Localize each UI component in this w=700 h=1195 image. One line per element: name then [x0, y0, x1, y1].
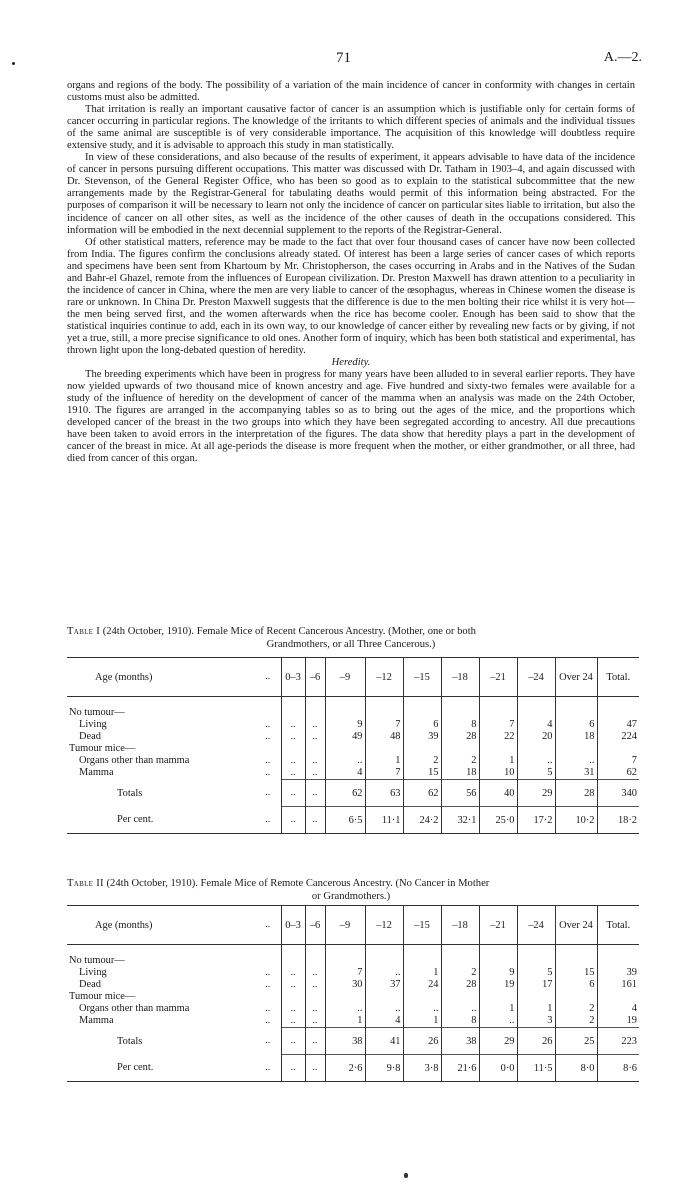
row-label: Mamma	[79, 767, 114, 779]
row-label: Living	[79, 719, 107, 730]
cell: 28	[555, 780, 597, 807]
cell: 24·2	[403, 807, 441, 834]
cell: 161	[597, 979, 639, 991]
table-title-line2: Grandmothers, or all Three Cancerous.)	[266, 638, 436, 650]
cell: 4	[325, 767, 365, 780]
col-header: –24	[517, 906, 555, 945]
cell: ..	[305, 780, 325, 807]
cell: 7	[365, 767, 403, 780]
cell: ..	[517, 755, 555, 767]
cell: ..	[305, 1028, 325, 1055]
col-header: –15	[403, 906, 441, 945]
cell: 47	[597, 719, 639, 731]
table-row	[67, 743, 639, 755]
cell: 22	[479, 731, 517, 743]
cell: ..	[281, 967, 305, 979]
row-label: Mamma	[79, 1015, 114, 1027]
cell: ..	[305, 1015, 325, 1028]
cell: ..	[281, 1003, 305, 1015]
footer-mark	[404, 1173, 408, 1178]
cell: ..	[281, 719, 305, 731]
body-text	[67, 80, 635, 466]
col-header: Over 24	[555, 906, 597, 945]
cell: 62	[325, 780, 365, 807]
cell: 2	[441, 967, 479, 979]
cell: ..	[305, 967, 325, 979]
col-header: –12	[365, 658, 403, 697]
percent-row: Per cent. .. .. .. 2·6 9·8 3·8 21·6 0·0 11·5 8·0 8·6	[67, 1055, 639, 1082]
cell: 4	[517, 719, 555, 731]
cell: 28	[441, 979, 479, 991]
cell: ..	[281, 979, 305, 991]
paragraph: The breeding experiments which have been in progress for many years have been alluded to in several earlier reports. They have now yielded upwards of two thousand mice of known ancestry and age. Five hundred and sixty-two females were available for a study of the influence of heredity on the development of cancer of the mamma when an analysis was made on the 24th October, 1910. The figures are arranged in the accompanying tables so as to bring out the ages of the mice, and the proportions which developed cancer of the breast in the two groups into which they have been segregated according to ancestry. All due precautions have been taken to avoid errors in the interpretation of the figures. The data show that heredity plays a part in the development of cancer of the breast in mice. At all age-periods the disease is more frequent when the mother, or either grandmother, or all three, had died from cancer of this organ.	[67, 369, 635, 465]
cell: 15	[555, 967, 597, 979]
cell: 17	[517, 979, 555, 991]
cell: 18·2	[597, 807, 639, 834]
row-label: Per cent.	[67, 1055, 255, 1082]
cell: ..	[281, 755, 305, 767]
col-header: –21	[479, 658, 517, 697]
col-header: –18	[441, 658, 479, 697]
table-row	[67, 955, 639, 967]
cell: 6	[555, 979, 597, 991]
cell: 9·8	[365, 1055, 403, 1082]
cell: 223	[597, 1028, 639, 1055]
cell: 6	[555, 719, 597, 731]
cell: 2	[441, 755, 479, 767]
cell: 7	[365, 719, 403, 731]
col-header: 0–3	[281, 906, 305, 945]
table-row: Living .. .. .. 7 .. 1 2 9 5 15 39	[67, 967, 639, 979]
cell: 4	[365, 1015, 403, 1028]
table-caption	[67, 878, 635, 903]
cell: 2	[555, 1003, 597, 1015]
row-label: No tumour—	[69, 707, 125, 718]
table-row: Living .. .. .. 9 7 6 8 7 4 6 47	[67, 719, 639, 731]
cell: 24	[403, 979, 441, 991]
section-heading: Heredity.	[331, 357, 371, 369]
cell: 7	[325, 967, 365, 979]
cell: ..	[365, 967, 403, 979]
cell: 8·6	[597, 1055, 639, 1082]
cell: 19	[479, 979, 517, 991]
paragraph: Of other statistical matters, reference may be made to the fact that over four thousand cases of cancer have now been collected from India. The figures confirm the conclusions already stated. Of interest has been a large series of cancer cases of which reports and specimens have been sent from Khartoum by Mr. Christopherson, the cases occurring in Arabs and in the Natives of the Sudan and Bahr-el Ghazel, remote from the influences of European civilization. Dr. Preston Maxwell has drawn attention to a peculiarity in the incidence of cancer in China, where the men are very liable to cancer of the œsophagus, whereas in Chinese women the disease is rare or unknown. In China Dr. Preston Maxwell suggests that the difference is due to the men bolting their rice whilst it is very hot—the men being served first, and the women afterwards when the rice has become cooler. Enough has been said to show that the statistical inquiries continue to add, each in its own way, to our knowledge of cancer either by revealing new facts or by giving, if not yet a true, still, a more precise significance to old ones. Another form of inquiry, which has been both statistical and experimental, has thrown light upon the long-debated question of heredity.	[67, 236, 635, 357]
cell: 1	[479, 1003, 517, 1015]
table-row: Dead .. .. .. 49 48 39 28 22 20 18 224	[67, 731, 639, 743]
cell: 38	[325, 1028, 365, 1055]
col-header: –9	[325, 906, 365, 945]
cell: 29	[517, 780, 555, 807]
col-header: –6	[305, 658, 325, 697]
cell: 20	[517, 731, 555, 743]
col-header: –9	[325, 658, 365, 697]
cell: ..	[403, 1003, 441, 1015]
cell: 18	[441, 767, 479, 780]
cell: 31	[555, 767, 597, 780]
cell: 39	[597, 967, 639, 979]
totals-row: Totals .. .. .. 62 63 62 56 40 29 28 340	[67, 780, 639, 807]
row-label: Tumour mice—	[69, 991, 136, 1002]
leader: ..	[255, 906, 281, 945]
totals-row: Totals .. .. .. 38 41 26 38 29 26 25 223	[67, 1028, 639, 1055]
cell: 29	[479, 1028, 517, 1055]
cell: ..	[305, 731, 325, 743]
table-caption	[67, 626, 635, 651]
cell: ..	[305, 807, 325, 834]
table-number: Table I	[67, 626, 101, 637]
cell: 62	[597, 767, 639, 780]
cell: 49	[325, 731, 365, 743]
table-number: Table II	[67, 878, 104, 889]
col-header: –15	[403, 658, 441, 697]
cell: ..	[555, 755, 597, 767]
cell: 26	[403, 1028, 441, 1055]
percent-row: Per cent. .. .. .. 6·5 11·1 24·2 32·1 25·0 17·2 10·2 18·2	[67, 807, 639, 834]
cell: 37	[365, 979, 403, 991]
cell: 8·0	[555, 1055, 597, 1082]
cell: ..	[281, 1015, 305, 1028]
header-row	[67, 906, 639, 945]
cell: 25	[555, 1028, 597, 1055]
cell: 1	[365, 755, 403, 767]
cell: ..	[305, 1055, 325, 1082]
col-header: –6	[305, 906, 325, 945]
col-header: –24	[517, 658, 555, 697]
cell: 63	[365, 780, 403, 807]
age-label: Age (months)	[67, 906, 255, 945]
cell: 30	[325, 979, 365, 991]
cell: ..	[365, 1003, 403, 1015]
row-label: Living	[79, 967, 107, 978]
cell: 41	[365, 1028, 403, 1055]
cell: 6	[403, 719, 441, 731]
row-label: No tumour—	[69, 955, 125, 966]
col-header: Over 24	[555, 658, 597, 697]
cell: 340	[597, 780, 639, 807]
col-header: –21	[479, 906, 517, 945]
table-row: Mamma .. .. .. 1 4 1 8 .. 3 2 19	[67, 1015, 639, 1028]
cell: 9	[479, 967, 517, 979]
col-header: 0–3	[281, 658, 305, 697]
cell: ..	[441, 1003, 479, 1015]
cell: 11·5	[517, 1055, 555, 1082]
cell: 4	[597, 1003, 639, 1015]
col-header: –18	[441, 906, 479, 945]
row-label: Tumour mice—	[69, 743, 136, 754]
cell: 48	[365, 731, 403, 743]
page-header	[0, 50, 700, 70]
cell: 18	[555, 731, 597, 743]
cell: 17·2	[517, 807, 555, 834]
row-label: Organs other than mamma	[79, 1003, 190, 1014]
cell: 19	[597, 1015, 639, 1028]
cell: 62	[403, 780, 441, 807]
table-row	[67, 707, 639, 719]
col-header: –12	[365, 906, 403, 945]
table-title-line2: or Grandmothers.)	[311, 890, 391, 902]
cell: 11·1	[365, 807, 403, 834]
cell: ..	[305, 979, 325, 991]
table-title: (24th October, 1910). Female Mice of Remote Cancerous Ancestry. (No Cancer in Mother	[106, 878, 490, 889]
data-table	[67, 657, 639, 834]
cell: 8	[441, 719, 479, 731]
cell: 1	[403, 1015, 441, 1028]
cell: 6·5	[325, 807, 365, 834]
header-row	[67, 658, 639, 697]
cell: 5	[517, 967, 555, 979]
cell: ..	[305, 1003, 325, 1015]
cell: ..	[281, 807, 305, 834]
cell: 56	[441, 780, 479, 807]
age-label: Age (months)	[67, 658, 255, 697]
cell: ..	[281, 731, 305, 743]
cell: 9	[325, 719, 365, 731]
col-header: Total.	[597, 658, 639, 697]
table-row	[67, 991, 639, 1003]
cell: 40	[479, 780, 517, 807]
paragraph: That irritation is really an important causative factor of cancer is an assumption which is justifiable only for certain forms of cancer occurring in particular regions. The knowledge of the irritants to which different species of animals and the individual tissues of the same animal are susceptible is of very considerable importance. The acquisition of this knowledge will doubtless require extensive study, and it is advisable to approach this study in man statistically.	[67, 104, 635, 152]
cell: ..	[281, 1055, 305, 1082]
cell: 1	[479, 755, 517, 767]
cell: 21·6	[441, 1055, 479, 1082]
cell: 10	[479, 767, 517, 780]
cell: ..	[305, 767, 325, 780]
table-title: (24th October, 1910). Female Mice of Recent Cancerous Ancestry. (Mother, one or both	[102, 626, 476, 637]
table-row: Organs other than mamma .. .. .. .. 1 2 2 1 .. .. 7	[67, 755, 639, 767]
paragraph: In view of these considerations, and also because of the results of experiment, it appears advisable to have data of the incidence of cancer in persons pursuing different occupations. This matter was discussed with Dr. Tatham in 1903–4, and again discussed with Dr. Stevenson, of the General Register Office, who has been so good as to explain to the statistical subcommittee that the new arrangements made by the Registrar-General for tabulating deaths would permit of this information being abstracted. For the purposes of comparison it will be necessary to learn not only the incidence of cancer on particular sites liable to irritation, but also the incidence of cancer on all other sites, as well as the incidence of the other causes of death in the occupations considered. This information will be embodied in the next decennial supplement to the reports of the Registrar-General.	[67, 152, 635, 236]
cell: 26	[517, 1028, 555, 1055]
margin-mark	[12, 62, 15, 65]
cell: ..	[325, 1003, 365, 1015]
row-label: Totals	[117, 787, 143, 799]
col-header: Total.	[597, 906, 639, 945]
leader: ..	[255, 658, 281, 697]
row-label: Dead	[79, 979, 101, 990]
cell: 8	[441, 1015, 479, 1028]
document-reference: A.—2.	[603, 50, 642, 65]
cell: 2	[555, 1015, 597, 1028]
cell: 1	[325, 1015, 365, 1028]
cell: 3	[517, 1015, 555, 1028]
cell: 38	[441, 1028, 479, 1055]
paragraph: organs and regions of the body. The possibility of a variation of the main incidence of cancer in conformity with changes in certain customs must also be admitted.	[67, 80, 635, 104]
cell: 2·6	[325, 1055, 365, 1082]
cell: 5	[517, 767, 555, 780]
cell: 32·1	[441, 807, 479, 834]
cell: 10·2	[555, 807, 597, 834]
cell: 1	[403, 967, 441, 979]
table-row: Mamma .. .. .. 4 7 15 18 10 5 31 62	[67, 767, 639, 780]
row-label: Totals	[117, 1035, 143, 1047]
cell: 2	[403, 755, 441, 767]
cell: 7	[479, 719, 517, 731]
cell: 25·0	[479, 807, 517, 834]
page-number: 71	[336, 50, 351, 66]
row-label: Dead	[79, 731, 101, 742]
cell: ..	[479, 1015, 517, 1028]
cell: 28	[441, 731, 479, 743]
row-label: Per cent.	[67, 807, 255, 834]
cell: 1	[517, 1003, 555, 1015]
cell: ..	[281, 1028, 305, 1055]
cell: 15	[403, 767, 441, 780]
cell: 3·8	[403, 1055, 441, 1082]
table-row: Dead .. .. .. 30 37 24 28 19 17 6 161	[67, 979, 639, 991]
cell: 0·0	[479, 1055, 517, 1082]
cell: 7	[597, 755, 639, 767]
cell: ..	[325, 755, 365, 767]
row-label: Organs other than mamma	[79, 755, 190, 766]
cell: ..	[281, 767, 305, 780]
cell: ..	[281, 780, 305, 807]
table-row: Organs other than mamma .. .. .. .. .. .. .. 1 1 2 4	[67, 1003, 639, 1015]
data-table	[67, 905, 639, 1082]
cell: ..	[305, 755, 325, 767]
cell: 39	[403, 731, 441, 743]
cell: ..	[305, 719, 325, 731]
cell: 224	[597, 731, 639, 743]
